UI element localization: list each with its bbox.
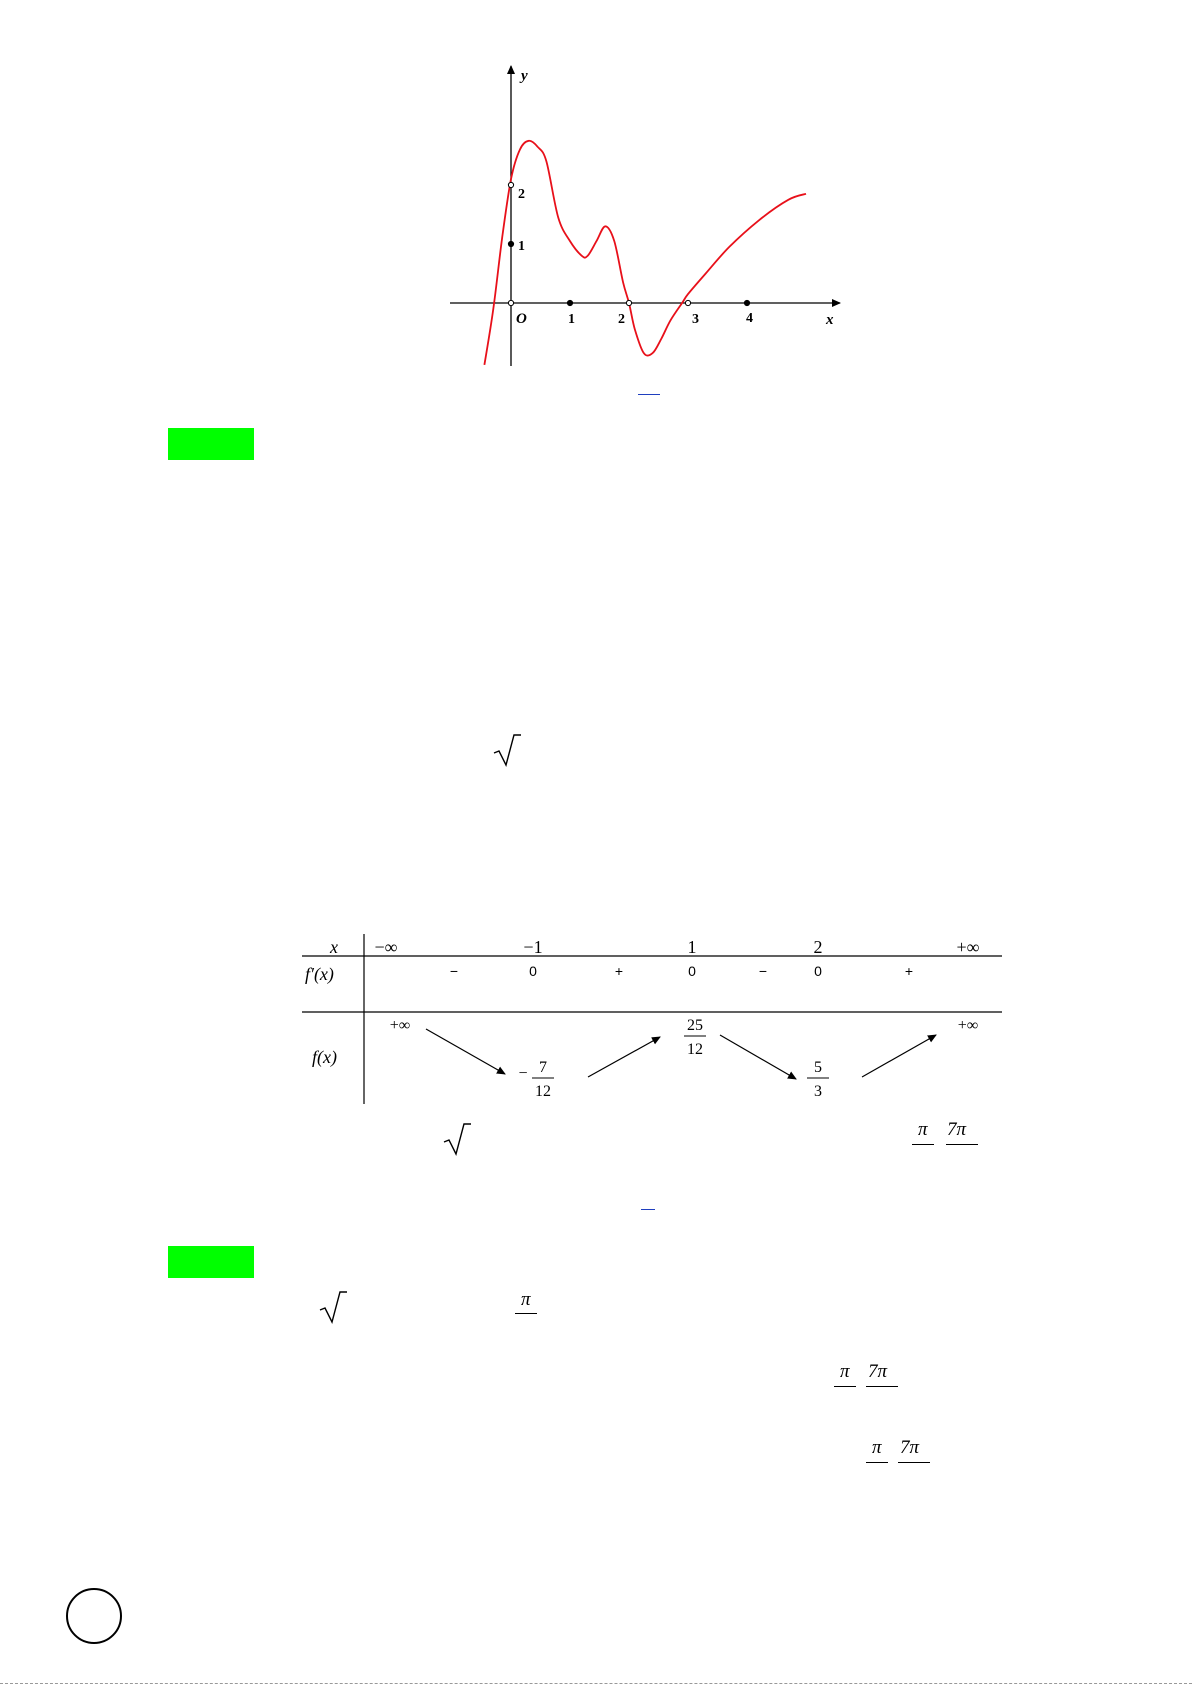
table-min2-numerator: 5	[814, 1059, 822, 1076]
table-header-x: x	[330, 937, 338, 957]
seven-pi-numerator: 7π	[947, 1119, 967, 1140]
fraction-bar	[946, 1144, 978, 1145]
table-variation-arrow	[426, 1029, 505, 1074]
pi-numerator: π	[918, 1119, 928, 1140]
table-derivative-sign: −	[758, 963, 768, 979]
table-x-value: −1	[523, 937, 543, 957]
table-variation-arrow	[588, 1037, 660, 1077]
table-derivative-sign: 0	[688, 963, 696, 979]
sqrt-symbol	[442, 1122, 472, 1156]
table-derivative-sign: −	[449, 963, 459, 979]
table-derivative-sign: 0	[529, 963, 537, 979]
table-x-value: 1	[687, 937, 697, 957]
table-min1-denominator: 12	[535, 1083, 551, 1100]
table-header-function: f(x)	[312, 1047, 337, 1067]
seven-pi-numerator: 7π	[900, 1437, 920, 1458]
table-max-denominator: 12	[687, 1041, 703, 1058]
pi-numerator: π	[872, 1437, 882, 1458]
pi-numerator: π	[521, 1289, 531, 1310]
table-min2-denominator: 3	[814, 1083, 822, 1100]
x-tick-label: 2	[618, 312, 625, 327]
x-tick-label: 1	[568, 312, 575, 327]
fraction-bar	[866, 1386, 898, 1387]
sqrt-symbol	[318, 1290, 348, 1324]
y-tick-label: 1	[518, 239, 525, 254]
table-f-start: +∞	[389, 1017, 411, 1034]
table-derivative-sign: +	[614, 963, 624, 979]
table-f-end: +∞	[957, 1017, 979, 1034]
table-x-value: +∞	[956, 937, 980, 957]
table-max-numerator: 25	[687, 1017, 703, 1034]
fraction-bar	[898, 1462, 930, 1463]
y-axis-label: y	[521, 68, 528, 84]
page-bottom-border	[0, 1683, 1192, 1684]
table-x-value: 2	[813, 937, 823, 957]
table-variation-arrow	[720, 1035, 796, 1079]
table-min1-numerator: 7	[539, 1059, 547, 1076]
fraction-bar	[866, 1462, 888, 1463]
table-derivative-sign: 0	[814, 963, 822, 979]
x-tick-label: 4	[746, 311, 753, 326]
x-tick-label: 3	[692, 312, 699, 327]
table-x-value: −∞	[374, 937, 398, 957]
table-header-derivative: f′(x)	[305, 964, 334, 984]
fraction-bar	[912, 1144, 934, 1145]
table-min1-sign: −	[518, 1065, 528, 1082]
x-axis-label: x	[826, 312, 834, 328]
origin-label: O	[516, 311, 527, 327]
seven-pi-numerator: 7π	[868, 1361, 888, 1382]
table-derivative-sign: +	[904, 963, 914, 979]
pi-numerator: π	[840, 1361, 850, 1382]
fraction-bar	[515, 1313, 537, 1314]
answer-highlight	[168, 1246, 254, 1278]
fraction-bar	[834, 1386, 856, 1387]
page-number-circle	[66, 1588, 122, 1644]
table-variation-arrow	[862, 1035, 936, 1077]
y-tick-label: 2	[518, 187, 525, 202]
link-underline[interactable]	[641, 1209, 655, 1210]
